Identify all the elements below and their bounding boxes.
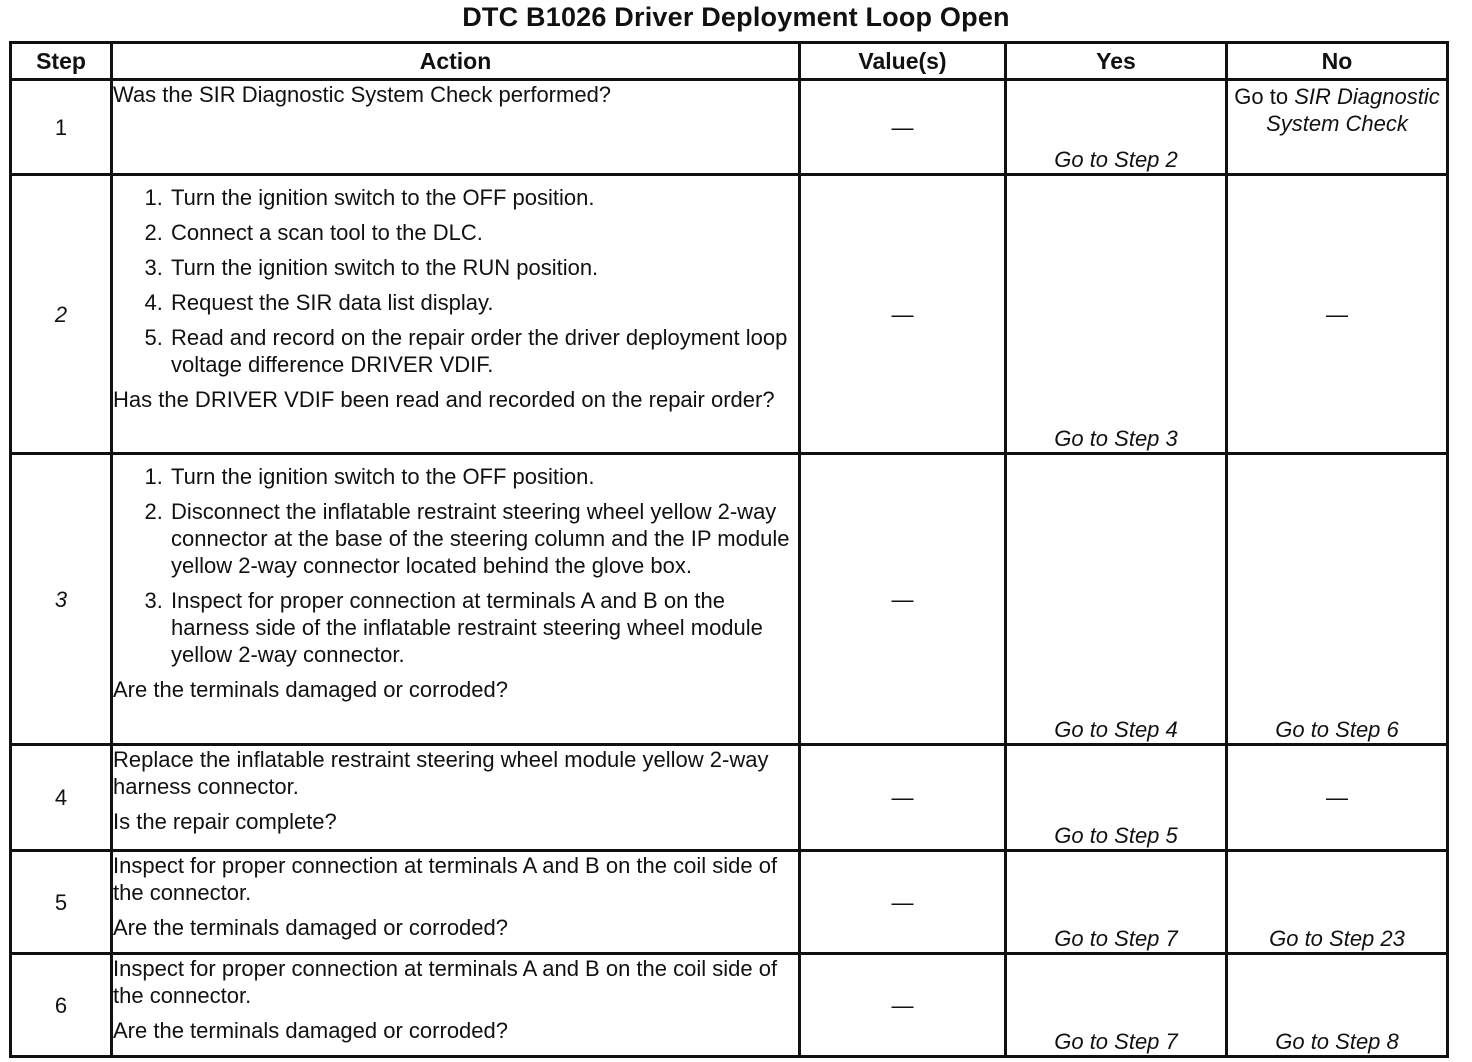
- step-number: 6: [11, 954, 112, 1057]
- action-step-item: 3. Turn the ignition switch to the RUN position.: [169, 254, 798, 281]
- no-cell: —: [1227, 745, 1448, 851]
- no-cell: [1227, 80, 1448, 175]
- table-row: [11, 745, 1448, 851]
- header-action: Action: [112, 43, 800, 80]
- yes-cell: Go to Step 7: [1006, 851, 1227, 954]
- yes-cell: Go to Step 3: [1006, 175, 1227, 454]
- yes-cell: Go to Step 2: [1006, 80, 1227, 175]
- action-cell: [112, 954, 800, 1057]
- action-question: Are the terminals damaged or corroded?: [113, 915, 508, 940]
- step-number: 3: [11, 454, 112, 745]
- table-row: [11, 175, 1448, 454]
- header-no: No: [1227, 43, 1448, 80]
- table-row: [11, 80, 1448, 175]
- no-prefix: Go to: [1234, 84, 1289, 109]
- header-values: Value(s): [800, 43, 1006, 80]
- action-step-item: 2. Disconnect the inflatable restraint steering wheel yellow 2-way connector at the base of the steering column and the IP module yellow 2-way connector located behind the glove box.: [169, 498, 798, 579]
- action-step-item: 1. Turn the ignition switch to the OFF position.: [169, 463, 798, 490]
- no-cell: Go to Step 23: [1227, 851, 1448, 954]
- no-cell: —: [1227, 175, 1448, 454]
- table-row: [11, 851, 1448, 954]
- header-step: Step: [11, 43, 112, 80]
- value-cell: —: [800, 454, 1006, 745]
- diagnostic-table: [9, 41, 1449, 1058]
- action-question: Are the terminals damaged or corroded?: [113, 677, 508, 702]
- step-number: 5: [11, 851, 112, 954]
- action-cell: [112, 80, 800, 175]
- action-step-item: 3. Inspect for proper connection at terminals A and B on the harness side of the inflatable restraint steering wheel module yellow 2-way connector.: [169, 587, 798, 668]
- step-number: 2: [11, 175, 112, 454]
- header-row: [11, 43, 1448, 80]
- yes-cell: Go to Step 5: [1006, 745, 1227, 851]
- action-cell: [112, 851, 800, 954]
- action-instruction: Inspect for proper connection at terminals A and B on the coil side of the connector.: [113, 853, 778, 905]
- action-instruction: Replace the inflatable restraint steering wheel module yellow 2-way harness connector.: [113, 747, 769, 799]
- action-cell: [112, 745, 800, 851]
- table-row: [11, 454, 1448, 745]
- action-step-item: 5. Read and record on the repair order the driver deployment loop voltage difference DRIVER VDIF.: [169, 324, 798, 378]
- value-cell: —: [800, 175, 1006, 454]
- action-steps-list: [113, 463, 798, 668]
- action-steps-list: [113, 184, 798, 378]
- action-cell: [112, 175, 800, 454]
- action-question: Is the repair complete?: [113, 809, 337, 834]
- no-cell: Go to Step 6: [1227, 454, 1448, 745]
- page-title: DTC B1026 Driver Deployment Loop Open: [462, 2, 1010, 32]
- table-row: [11, 954, 1448, 1057]
- yes-cell: Go to Step 4: [1006, 454, 1227, 745]
- action-step-item: 4. Request the SIR data list display.: [169, 289, 798, 316]
- value-cell: —: [800, 954, 1006, 1057]
- action-cell: [112, 454, 800, 745]
- header-yes: Yes: [1006, 43, 1227, 80]
- yes-cell: Go to Step 7: [1006, 954, 1227, 1057]
- action-question: Was the SIR Diagnostic System Check performed?: [113, 82, 612, 107]
- action-question: Has the DRIVER VDIF been read and recorded on the repair order?: [113, 387, 775, 412]
- action-question: Are the terminals damaged or corroded?: [113, 1018, 508, 1043]
- action-step-item: 2. Connect a scan tool to the DLC.: [169, 219, 798, 246]
- step-number: 1: [11, 80, 112, 175]
- value-cell: —: [800, 851, 1006, 954]
- value-cell: —: [800, 80, 1006, 175]
- no-link-sir-diagnostic-system-check: SIR Diagnostic System Check: [1266, 84, 1440, 136]
- value-cell: —: [800, 745, 1006, 851]
- action-instruction: Inspect for proper connection at terminals A and B on the coil side of the connector.: [113, 956, 778, 1008]
- step-number: 4: [11, 745, 112, 851]
- no-cell: Go to Step 8: [1227, 954, 1448, 1057]
- action-step-item: 1. Turn the ignition switch to the OFF position.: [169, 184, 798, 211]
